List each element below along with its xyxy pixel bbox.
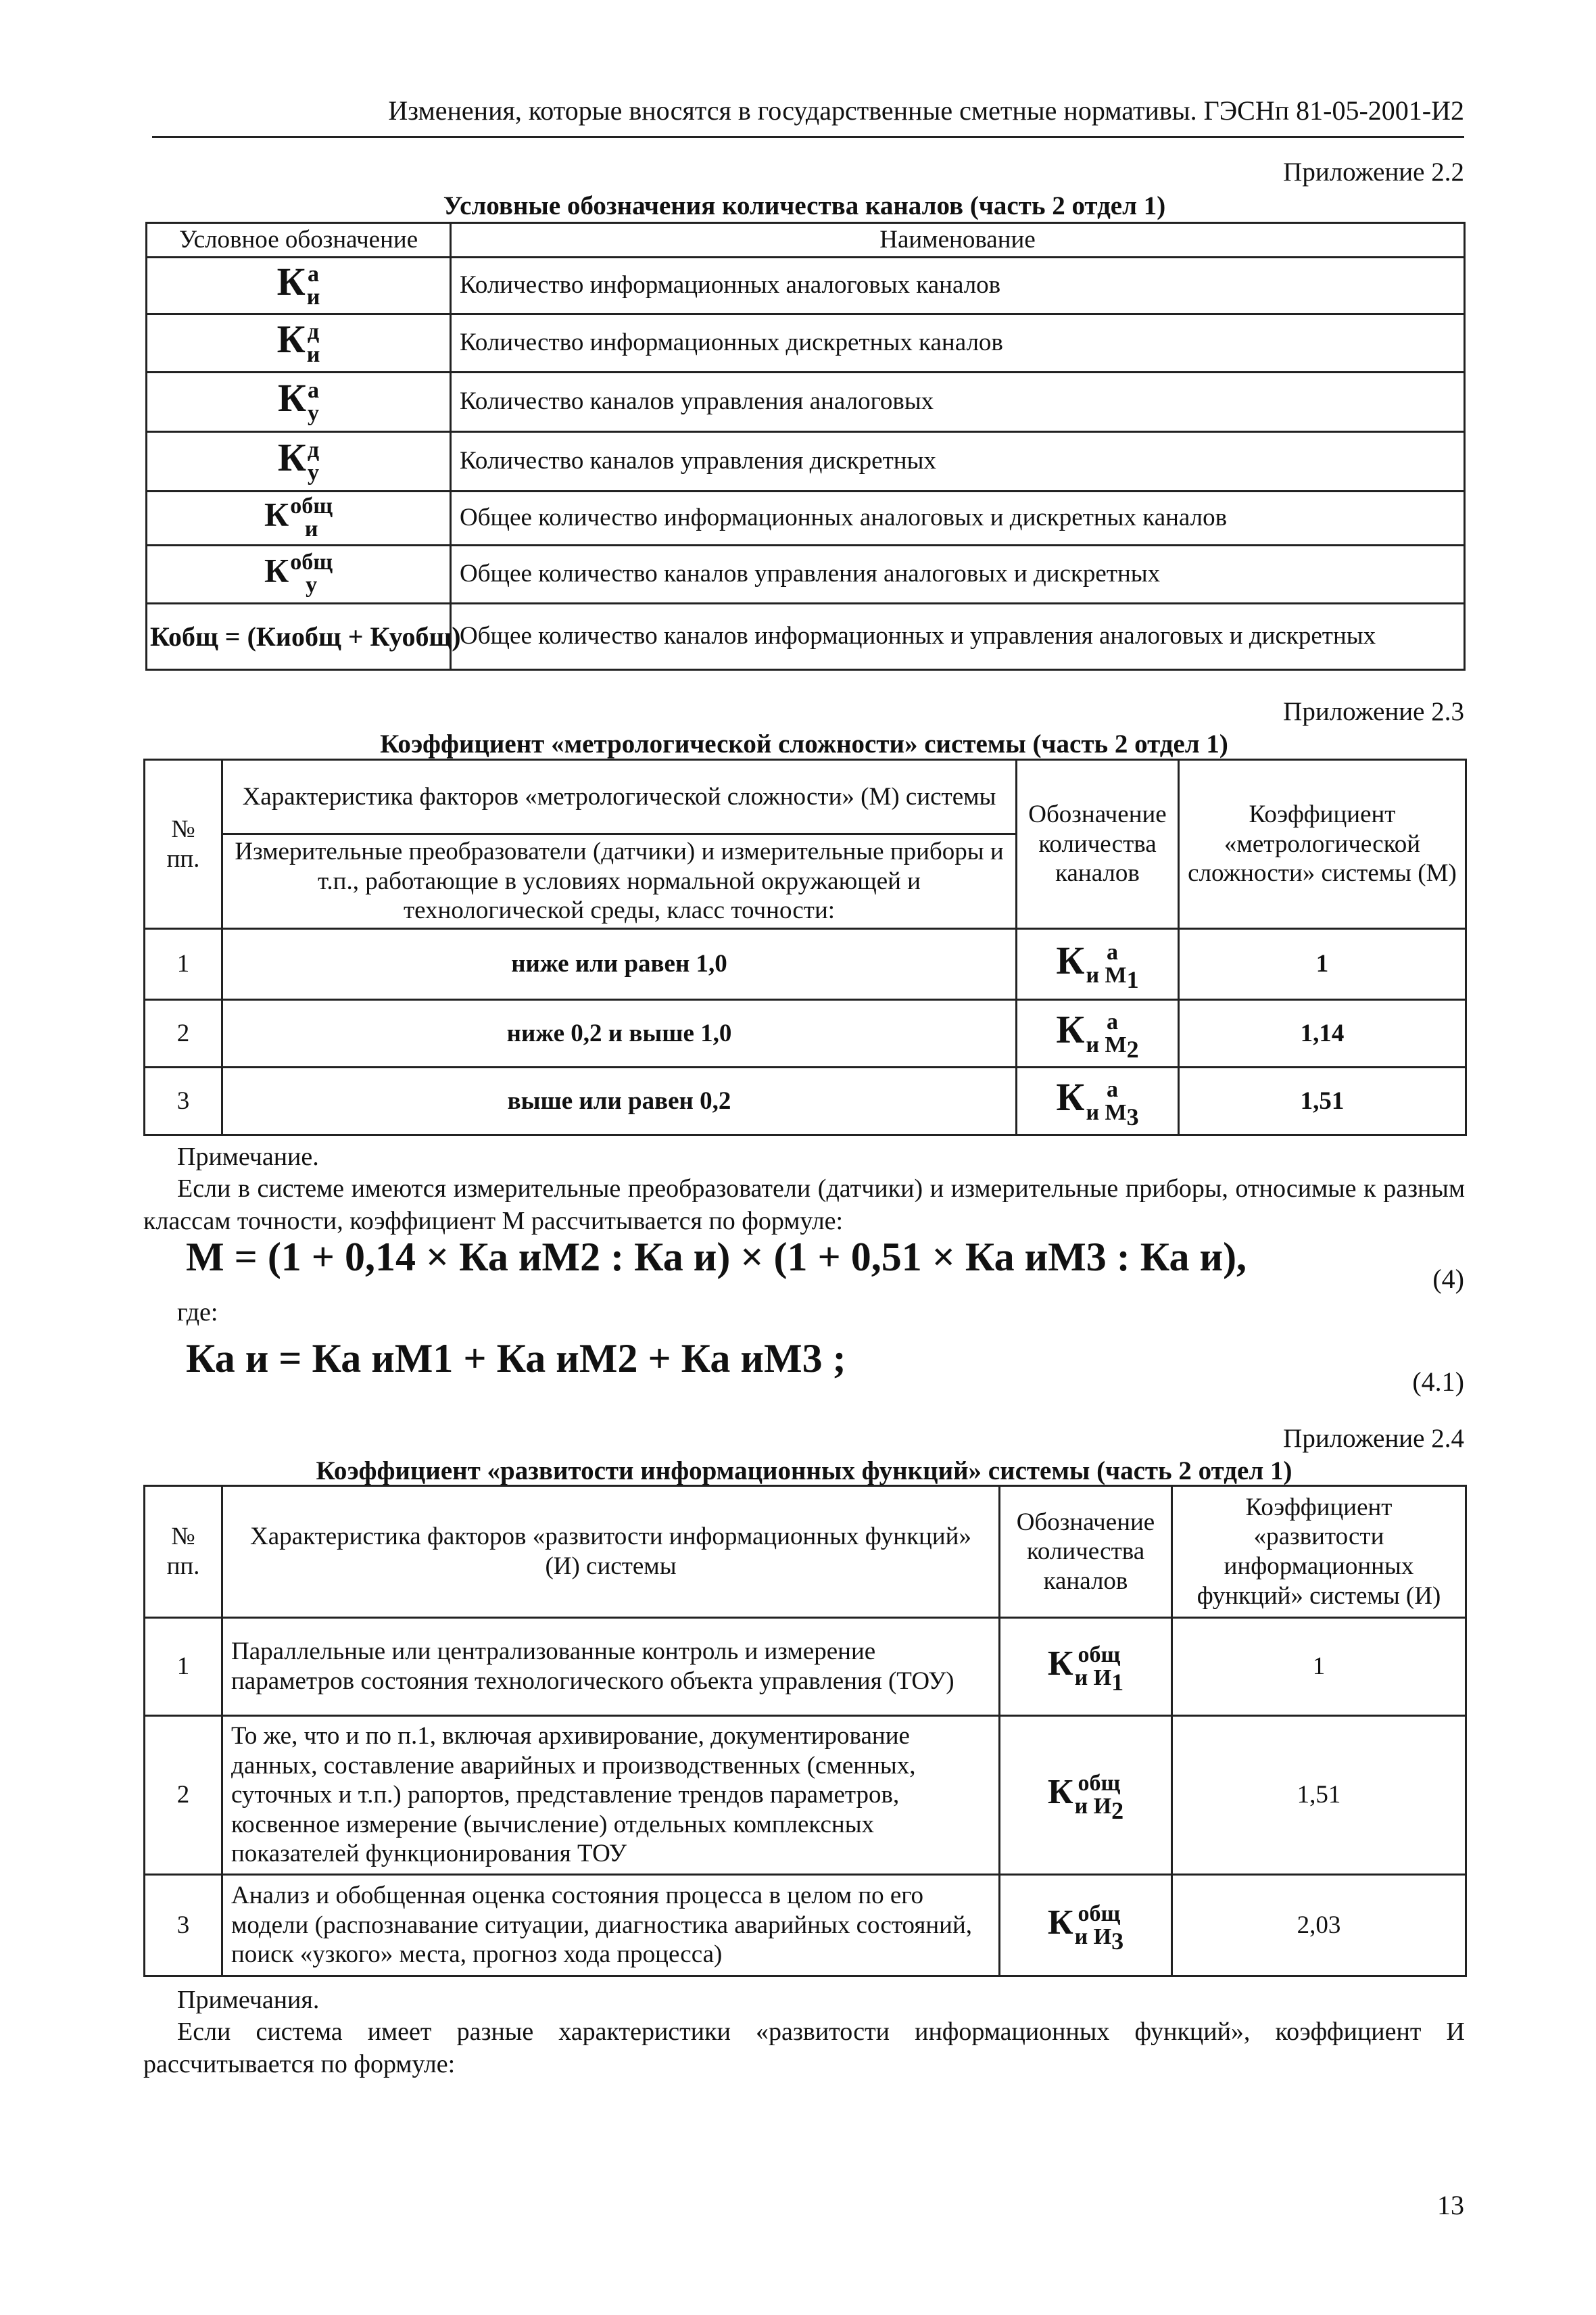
name-cell: Общее количество каналов управления аналоговых и дискретных [451, 545, 1465, 603]
note-text: Если в системе имеются измерительные преобразователи (датчики) и измерительные приборы, относимые к разным классам точности, коэффициент М рассчитывается по формуле: [143, 1174, 1465, 1235]
running-header: Изменения, которые вносятся в государственные сметные нормативы. ГЭСНп 81-05-2001-И2 [152, 95, 1464, 138]
appendix-2-3-label: Приложение 2.3 [1283, 697, 1464, 726]
appendix-2-2-title: Условные обозначения количества каналов (часть 2 отдел 1) [443, 191, 1166, 220]
symbol-cell: К д и [147, 314, 451, 372]
notes-label: Примечания. [177, 1986, 320, 2014]
row-characteristic: Параллельные или централизованные контроль и измерение параметров состояния технологического объекта управления (ТОУ) [222, 1618, 1000, 1716]
name-cell: Количество информационных аналоговых каналов [451, 257, 1465, 314]
formula-sum-number: (4.1) [1412, 1366, 1464, 1397]
name-cell: Количество каналов управления дискретных [451, 431, 1465, 491]
col-header-characteristic: Характеристика факторов «метрологической сложности» (М) системы [222, 760, 1017, 834]
symbol-cell: К а у [147, 372, 451, 431]
row-no: 2 [145, 1000, 222, 1068]
info-functions-table [143, 1485, 1467, 1977]
channel-symbols-table [145, 222, 1466, 671]
notes-text: Если система имеет разные характеристики «развитости информационных функций», коэффициент И рассчитывается по формуле: [143, 2018, 1465, 2078]
row-symbol: К общ и $И_3$ [1000, 1875, 1172, 1976]
name-cell: Количество каналов управления аналоговых [451, 372, 1465, 431]
note-label: Примечание. [177, 1143, 319, 1171]
row-symbol: К а и $М_3$ [1017, 1068, 1179, 1135]
row-symbol: К общ и $И_2$ [1000, 1716, 1172, 1875]
appendix-2-3-title: Коэффициент «метрологической сложности» системы (часть 2 отдел 1) [380, 730, 1228, 759]
col-header-characteristic: Характеристика факторов «развитости информационных функций» (И) системы [222, 1486, 1000, 1618]
name-cell: Общее количество информационных аналоговых и дискретных каналов [451, 491, 1465, 545]
formula-m: М = (1 + 0,14 × Ка иМ2 : Ка и) × (1 + 0,51 × Ка иМ3 : Ка и), [186, 1235, 1247, 1279]
name-cell: Количество информационных дискретных каналов [451, 314, 1465, 372]
appendix-2-4-title: Коэффициент «развитости информационных функций» системы (часть 2 отдел 1) [316, 1456, 1292, 1485]
row-characteristic: выше или равен 0,2 [222, 1068, 1017, 1135]
row-symbol: К а и $М_2$ [1017, 1000, 1179, 1068]
col-header-name: Наименование [451, 223, 1465, 258]
row-coefficient: 1,14 [1179, 1000, 1466, 1068]
row-symbol: К а и $М_1$ [1017, 929, 1179, 1000]
metrology-table [143, 759, 1467, 1136]
col-header-symbol: Обозначение количества каналов [1000, 1486, 1172, 1618]
row-coefficient: 2,03 [1172, 1875, 1466, 1976]
row-coefficient: 1,51 [1172, 1716, 1466, 1875]
appendix-2-4-label: Приложение 2.4 [1283, 1424, 1464, 1453]
total-formula-cell: Кобщ = (Киобщ + Куобщ) [147, 603, 451, 669]
row-coefficient: 1 [1179, 929, 1466, 1000]
appendix-2-2-label: Приложение 2.2 [1283, 158, 1464, 187]
row-characteristic: ниже 0,2 и выше 1,0 [222, 1000, 1017, 1068]
name-cell: Общее количество каналов информационных и управления аналоговых и дискретных [451, 603, 1465, 669]
row-no: 2 [145, 1716, 222, 1875]
symbol-cell: К а и [147, 257, 451, 314]
symbol-cell: К общ и [147, 491, 451, 545]
formula-sum: Ка и = Ка иМ1 + Ка иМ2 + Ка иМ3 ; [186, 1336, 846, 1381]
row-characteristic: То же, что и по п.1, включая архивирование, документирование данных, составление аварийных и производственных (сменных, суточных и т.п.) рапортов, представление трендов параметров, косвенное измерение (вычисление) отдельных комплексных показателей функционирования ТОУ [222, 1716, 1000, 1875]
col-header-symbol: Условное обозначение [147, 223, 451, 258]
page-number: 13 [1437, 2190, 1464, 2220]
row-coefficient: 1,51 [1179, 1068, 1466, 1135]
col-header-symbol: Обозначение количества каналов [1017, 760, 1179, 929]
where-label: где: [177, 1298, 218, 1327]
row-no: 1 [145, 1618, 222, 1716]
symbol-cell: К д у [147, 431, 451, 491]
row-no: 1 [145, 929, 222, 1000]
col-header-characteristic-sub: Измерительные преобразователи (датчики) и измерительные приборы и т.п., работающие в условиях нормальной окружающей и технологической среды, класс точности: [222, 834, 1017, 929]
col-header-no: № пп. [145, 760, 222, 929]
row-no: 3 [145, 1875, 222, 1976]
row-no: 3 [145, 1068, 222, 1135]
row-characteristic: Анализ и обобщенная оценка состояния процесса в целом по его модели (распознавание ситуации, диагностика аварийных состояний, поиск «узкого» места, прогноз хода процесса) [222, 1875, 1000, 1976]
formula-m-number: (4) [1432, 1264, 1464, 1294]
col-header-no: № пп. [145, 1486, 222, 1618]
col-header-coefficient: Коэффициент «развитости информационных функций» системы (И) [1172, 1486, 1466, 1618]
row-characteristic: ниже или равен 1,0 [222, 929, 1017, 1000]
col-header-coefficient: Коэффициент «метрологической сложности» системы (М) [1179, 760, 1466, 929]
symbol-cell: К общ у [147, 545, 451, 603]
row-coefficient: 1 [1172, 1618, 1466, 1716]
row-symbol: К общ и $И_1$ [1000, 1618, 1172, 1716]
